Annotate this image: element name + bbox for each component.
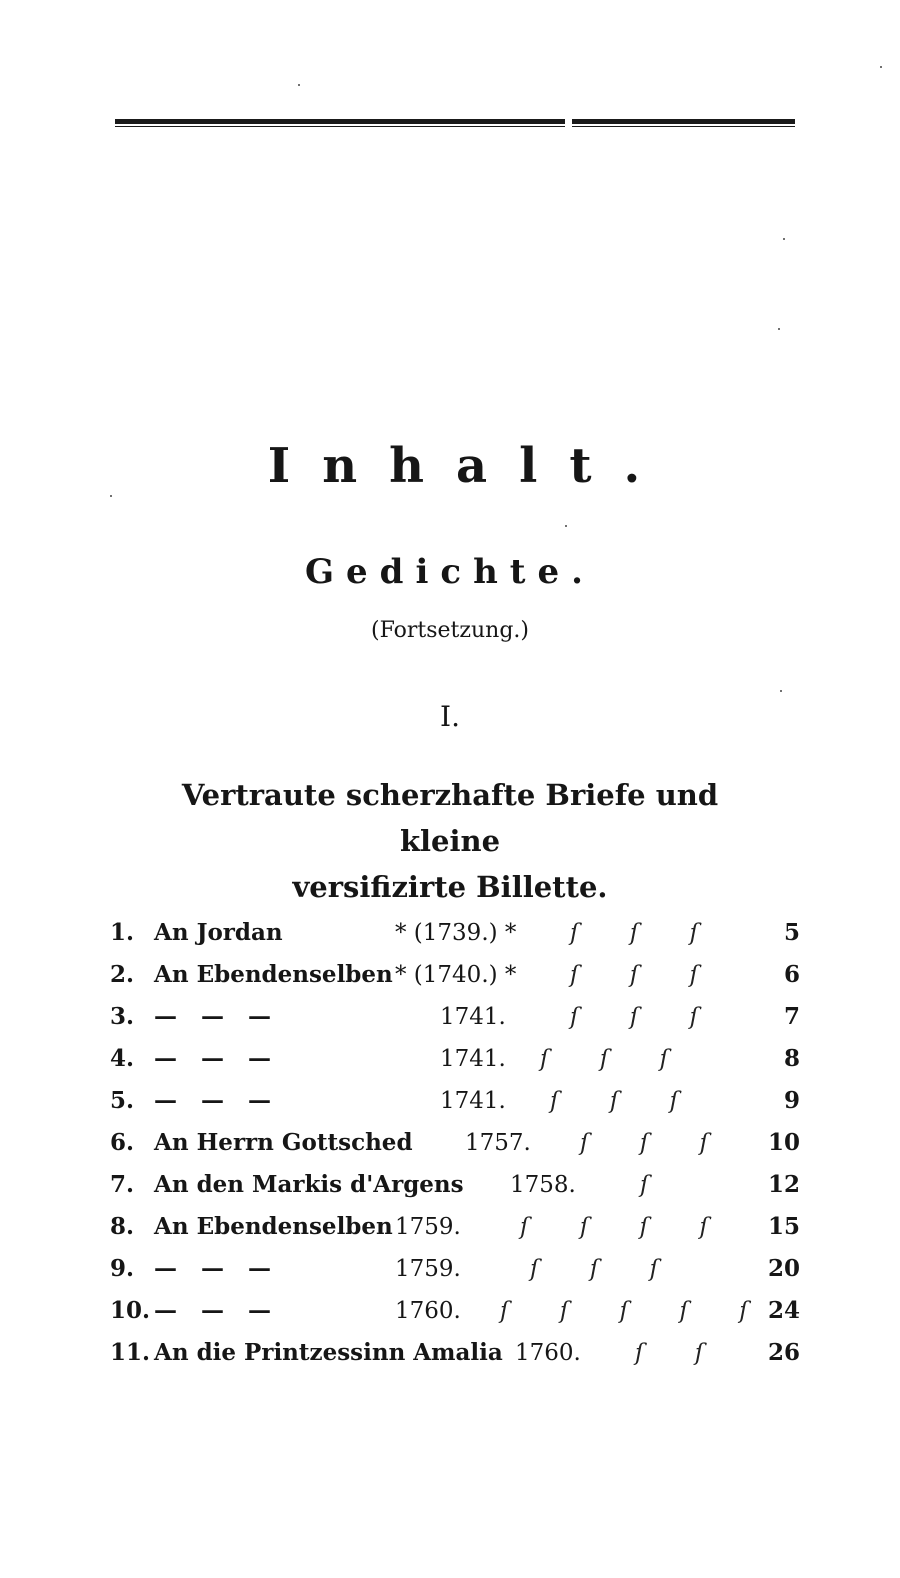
page-title: Inhalt. — [267, 438, 673, 494]
toc-entry — [110, 1248, 800, 1290]
toc-entry — [110, 1080, 800, 1122]
toc-entry-number: 4. — [110, 1045, 135, 1072]
toc-entry-leaders: ſ ſ ſ — [530, 1256, 661, 1282]
table-of-contents — [110, 912, 800, 1374]
toc-entry-leaders: ſ ſ ſ ſ — [520, 1214, 710, 1240]
toc-entry-page: 5 — [783, 919, 800, 946]
toc-entry-title: — — — — [154, 1297, 280, 1324]
toc-entry-page: 9 — [783, 1087, 800, 1114]
toc-entry-year: 1741. — [440, 1046, 506, 1072]
scan-speck — [110, 495, 112, 497]
toc-entry-year: 1760. — [515, 1340, 581, 1366]
toc-entry-title: An Herrn Gottsched — [154, 1129, 413, 1156]
toc-entry-page: 8 — [783, 1045, 800, 1072]
toc-entry-year: 1760. — [395, 1298, 461, 1324]
toc-entry-leaders: ſ ſ ſ — [570, 1004, 701, 1030]
toc-entry-year: 1741. — [440, 1088, 506, 1114]
toc-entry-page: 20 — [767, 1255, 800, 1282]
toc-entry-leaders: ſ ſ ſ — [580, 1130, 711, 1156]
toc-entry-title: An Ebendenselben — [154, 1213, 393, 1240]
toc-entry-page: 26 — [767, 1339, 800, 1366]
toc-entry-title: — — — — [154, 1045, 280, 1072]
toc-entry-number: 9. — [110, 1255, 135, 1282]
toc-entry — [110, 912, 800, 954]
toc-entry — [110, 1122, 800, 1164]
toc-entry-year: * (1739.) * — [395, 920, 517, 946]
toc-entry-leaders: ſ — [640, 1172, 651, 1198]
scan-speck — [780, 690, 782, 692]
toc-entry-page: 6 — [783, 961, 800, 988]
toc-entry-title: — — — — [154, 1003, 280, 1030]
toc-entry-page: 15 — [767, 1213, 800, 1240]
toc-entry-leaders: ſ ſ ſ — [540, 1046, 671, 1072]
toc-entry-leaders: ſ ſ ſ — [570, 962, 701, 988]
toc-entry — [110, 1038, 800, 1080]
toc-entry — [110, 996, 800, 1038]
scan-speck — [298, 84, 300, 86]
toc-entry-title: An Jordan — [154, 919, 283, 946]
toc-entry — [110, 1332, 800, 1374]
toc-entry-leaders: ſ ſ ſ — [550, 1088, 681, 1114]
part-heading — [160, 772, 740, 910]
toc-entry-title: An Ebendenselben — [154, 961, 393, 988]
toc-entry-page: 12 — [767, 1171, 800, 1198]
toc-entry-year: 1757. — [465, 1130, 531, 1156]
toc-entry-page: 7 — [783, 1003, 800, 1030]
toc-entry-title: — — — — [154, 1255, 280, 1282]
toc-entry-page: 10 — [767, 1129, 800, 1156]
toc-entry-number: 8. — [110, 1213, 135, 1240]
toc-entry-page: 24 — [767, 1297, 800, 1324]
part-heading-line-1: Vertraute scherzhafte Briefe und kleine — [181, 778, 719, 858]
scan-speck — [880, 66, 882, 68]
toc-entry-number: 3. — [110, 1003, 135, 1030]
toc-entry-title: — — — — [154, 1087, 280, 1114]
toc-entry-number: 11. — [110, 1339, 151, 1366]
toc-entry-number: 10. — [110, 1297, 151, 1324]
toc-entry-title: An den Markis d'Argens — [154, 1171, 464, 1198]
toc-entry — [110, 1290, 800, 1332]
toc-entry-year: * (1740.) * — [395, 962, 517, 988]
toc-entry-number: 7. — [110, 1171, 135, 1198]
toc-entry-year: 1759. — [395, 1214, 461, 1240]
toc-entry-number: 2. — [110, 961, 135, 988]
section-subtitle: (Fortsetzung.) — [371, 618, 529, 643]
toc-entry — [110, 1206, 800, 1248]
toc-entry-year: 1741. — [440, 1004, 506, 1030]
toc-entry-title: An die Printzessinn Amalia — [154, 1339, 503, 1366]
scan-speck — [783, 238, 785, 240]
top-double-rule — [115, 116, 795, 130]
toc-entry-number: 5. — [110, 1087, 135, 1114]
toc-entry-leaders: ſ ſ — [635, 1340, 706, 1366]
toc-entry — [110, 954, 800, 996]
section-title: Gedichte. — [305, 552, 595, 592]
toc-entry-year: 1759. — [395, 1256, 461, 1282]
part-number: I. — [440, 700, 460, 733]
toc-entry — [110, 1164, 800, 1206]
toc-entry-leaders: ſ ſ ſ ſ ſ — [500, 1298, 750, 1324]
part-heading-line-2: versifizirte Billette. — [292, 870, 608, 904]
scan-speck — [565, 525, 567, 527]
toc-entry-number: 1. — [110, 919, 135, 946]
toc-entry-number: 6. — [110, 1129, 135, 1156]
toc-entry-year: 1758. — [510, 1172, 576, 1198]
toc-entry-leaders: ſ ſ ſ — [570, 920, 701, 946]
scan-speck — [778, 328, 780, 330]
